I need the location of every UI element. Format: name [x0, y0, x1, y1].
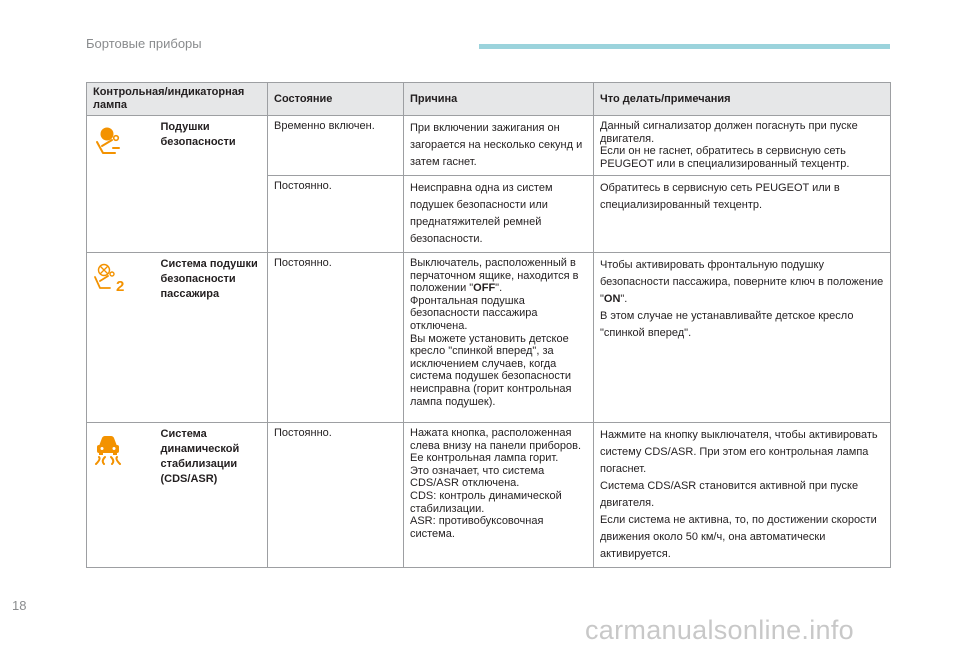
column-header-state: Состояние [268, 83, 404, 116]
column-header-lamp: Контрольная/индикаторная лампа [87, 83, 268, 116]
column-header-cause: Причина [404, 83, 594, 116]
lamp-icon-cell [87, 253, 155, 423]
action-cell [594, 253, 891, 423]
cause-cell [404, 253, 594, 423]
state-cell: Постоянно. [268, 176, 404, 253]
lamp-icon-cell [87, 423, 155, 568]
section-title: Бортовые приборы [86, 36, 202, 51]
table-row [87, 423, 891, 568]
stability-control-icon [93, 433, 123, 469]
lamp-name: Подушки безопасности [155, 116, 268, 253]
action-cell: Обратитесь в сервисную сеть PEUGEOT или в специализированный техцентр. [594, 176, 891, 253]
svg-text:2: 2 [116, 278, 125, 293]
action-cell: Данный сигнализатор должен погаснуть при пуске двигателя. Если он не гаснет, обратитесь в сервисную сеть PEUGEOT или в специализированный техцентр. [594, 116, 891, 176]
section-title-bar [479, 44, 890, 49]
lamp-name: Система подушки безопасности пассажира [155, 253, 268, 423]
action-text-after: ". В этом случае не устанавливайте детское кресло "спинкой вперед". [600, 293, 854, 339]
cause-cell: Нажата кнопка, расположенная слева внизу на панели приборов. Ее контрольная лампа горит. Это означает, что система CDS/ASR отключена. CDS: контроль динамической стабилизации. ASR: противобуксовочная система. [404, 423, 594, 568]
cause-cell: Неисправна одна из систем подушек безопасности или преднатяжителей ремней безопасности. [404, 176, 594, 253]
warning-lamps-table [86, 82, 891, 568]
state-cell: Постоянно. [268, 423, 404, 568]
switch-off-label: OFF [473, 282, 496, 295]
cause-text-before: Выключатель, расположенный в перчаточном ящике, находится в положении " [410, 257, 579, 295]
table-row [87, 116, 891, 176]
watermark: carmanualsonline.info [585, 615, 854, 645]
page-number: 18 [12, 598, 27, 613]
cause-text-after: ". Фронтальная подушка безопасности пассажира отключена. Вы можете установить детское кресло "спинкой вперед", за исключением случаев, когда система подушек безопасности неисправна (горит контрольная лампа подушек). [410, 282, 572, 408]
airbag-warning-icon [93, 126, 123, 160]
action-text-before: Чтобы активировать фронтальную подушку безопасности пассажира, поверните ключ в положение " [600, 259, 884, 305]
lamp-name: Система динамической стабилизации (CDS/ASR) [155, 423, 268, 568]
lamp-icon-cell [87, 116, 155, 253]
passenger-airbag-off-icon [93, 263, 127, 297]
state-cell: Постоянно. [268, 253, 404, 423]
table-row [87, 253, 891, 423]
state-cell: Временно включен. [268, 116, 404, 176]
table-header-row [87, 83, 891, 116]
column-header-action: Что делать/примечания [594, 83, 891, 116]
switch-on-label: ON [603, 293, 621, 305]
action-cell: Нажмите на кнопку выключателя, чтобы активировать систему CDS/ASR. При этом его контрольная лампа погаснет. Система CDS/ASR становится активной при пуске двигателя. Если система не активна, то, по достижении скорости движения около 50 км/ч, она автоматически активируется. [594, 423, 891, 568]
cause-cell: При включении зажигания он загорается на несколько секунд и затем гаснет. [404, 116, 594, 176]
